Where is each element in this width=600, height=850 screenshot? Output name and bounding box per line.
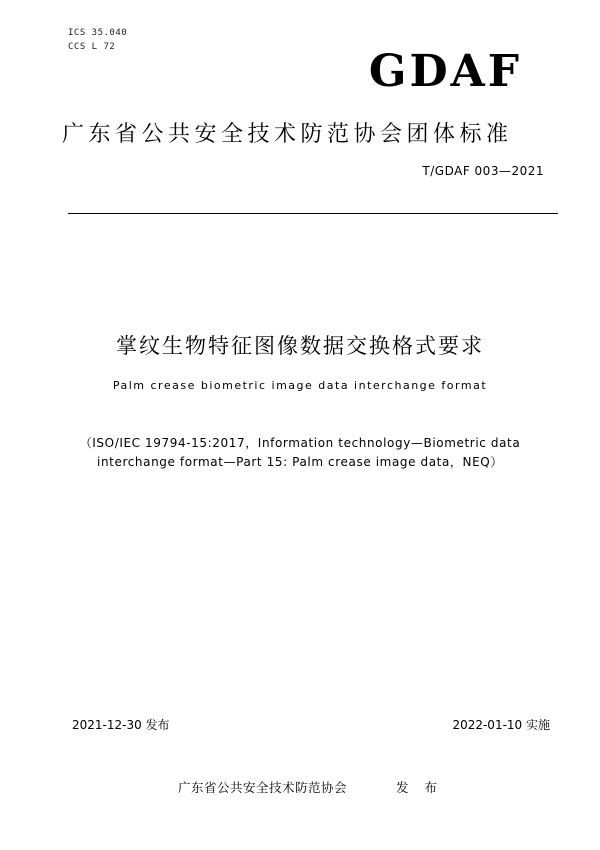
header-divider <box>68 213 558 214</box>
standard-number: T/GDAF 003—2021 <box>422 164 544 178</box>
iso-reference-line-2: interchange format—Part 15: Palm crease image data，NEQ） <box>97 455 503 469</box>
ccs-code: CCS L 72 <box>68 42 116 52</box>
issuing-organization: 广东省公共安全技术防范协会 <box>178 780 348 795</box>
issue-date: 2021-12-30 发布 <box>72 718 170 732</box>
ics-code: ICS 35.040 <box>68 28 128 38</box>
document-title-zh: 掌纹生物特征图像数据交换格式要求 <box>116 334 484 358</box>
iso-reference-line-1: （ISO/IEC 19794-15:2017，Information technology—Biometric data <box>79 436 521 450</box>
issue-label: 发 布 <box>396 780 443 795</box>
document-title-en: Palm crease biometric image data interchange format <box>112 379 488 392</box>
organization-standard-title: 广东省公共安全技术防范协会团体标准 <box>62 122 513 147</box>
implementation-date: 2022-01-10 实施 <box>452 718 550 732</box>
gdaf-logo: GDAF <box>368 46 522 97</box>
iso-reference <box>0 434 600 472</box>
